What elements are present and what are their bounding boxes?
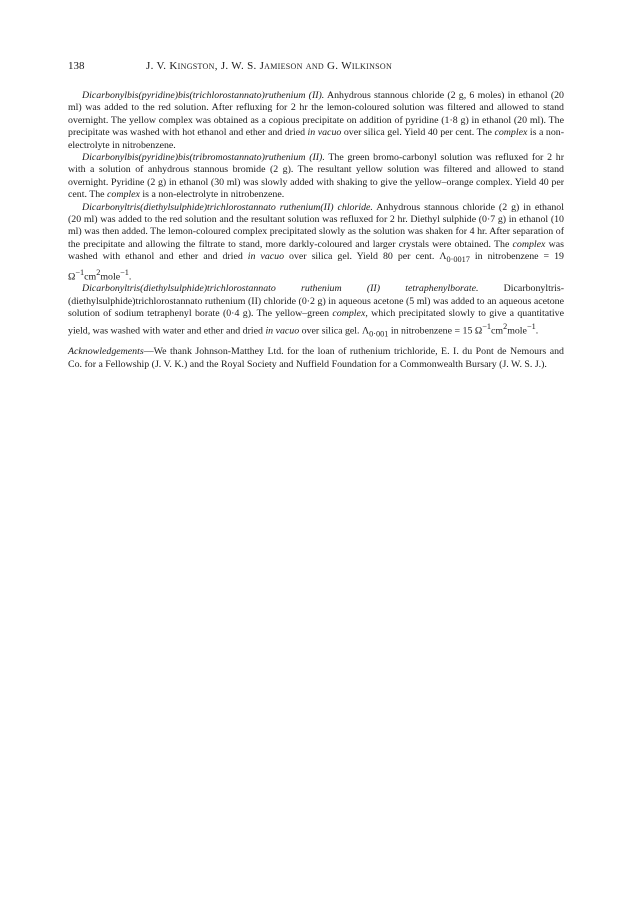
paragraph-dicarbonyl-bis-pyridine-bromo <box>68 152 564 202</box>
paragraph-text: cm <box>490 324 504 336</box>
paragraph-text: . <box>535 324 539 336</box>
italic-term: complex <box>494 127 528 139</box>
paragraph-text: over silica gel. Yield 80 per cent. Λ <box>284 251 447 263</box>
compound-title: Dicarbonyltris(diethylsulphide)trichlorostannato ruthenium (II) tetraphenylborate. <box>82 283 479 295</box>
italic-term: complex <box>512 238 546 250</box>
paragraph-dicarbonyl-bis-pyridine-chloro <box>68 90 564 152</box>
paragraph-text: over silica gel. Λ <box>299 324 370 336</box>
italic-term: complex, <box>332 308 368 320</box>
paragraph-text: cm <box>84 270 97 282</box>
italic-term: in vacuo <box>265 324 300 336</box>
paragraph-text: Dicarbonyltris-(diethylsulphide)trichlorostannato ruthenium (II) chloride (0·2 g) in aqueous acetone (5 ml) was added to an aqueous acetone solution of sodium tetraphenyl borate (0·4 g). The yellow–green <box>68 283 564 320</box>
acknowledgements <box>68 346 564 371</box>
paragraph-tris-diethylsulphide-chloride <box>68 202 564 284</box>
paragraph-text: mole <box>507 324 527 336</box>
lambda-subscript: 0·001 <box>369 328 389 338</box>
unit-superscript: 2 <box>503 321 508 331</box>
running-head <box>68 60 564 76</box>
compound-title: Dicarbonylbis(pyridine)bis(trichlorostannato)ruthenium (II). <box>82 90 325 101</box>
paragraph-text: The green bromo-carbonyl solution was refluxed for 2 hr with a solution of anhydrous stannous bromide (2 g). The resultant yellow solution was filtered and allowed to stand overnight. Pyridine (2 g) in ethanol (30 ml) was slowly added with shaking to give the yellow–orange complex. Yield 40 per cent. The <box>68 152 565 201</box>
paragraph-text: is a non-electrolyte in nitrobenzene. <box>139 189 285 201</box>
lambda-subscript: 0·0017 <box>446 255 470 265</box>
paragraph-text: mole <box>100 270 121 282</box>
journal-page <box>68 60 564 371</box>
acknowledgements-title: Acknowledgements <box>68 346 144 358</box>
unit-superscript: −1 <box>526 321 536 331</box>
paragraph-text: was washed with ethanol and ether and dried <box>68 238 564 263</box>
unit-superscript: −1 <box>120 267 129 277</box>
unit-superscript: 2 <box>96 267 101 277</box>
page-number: 138 <box>68 60 85 72</box>
italic-term: in vacuo <box>307 127 342 139</box>
compound-title: Dicarbonyltris(diethylsulphide)trichlorostannato ruthenium(II) chloride. <box>82 201 373 213</box>
compound-title: Dicarbonylbis(pyridine)bis(tribromostannato)ruthenium (II). <box>82 152 325 164</box>
paragraph-text: which precipitated slowly to give a quantitative yield, was washed with water and ether and dried <box>68 308 564 336</box>
running-head-authors: J. V. Kingston, J. W. S. Jamieson and G. Wilkinson <box>146 60 393 72</box>
body-text <box>68 90 564 371</box>
unit-superscript: −1 <box>75 267 85 277</box>
paragraph-text: Anhydrous stannous chloride (2 g, 6 moles) in ethanol (20 ml) was added to the red solution. After refluxing for 2 hr the lemon-coloured solution was filtered and allowed to stand overnight. The yellow complex was obtained as a copious precipitate on addition of pyridine (1·8 g) in ethanol (20 ml). The precipitate was washed with hot ethanol and ether and dried <box>68 90 564 139</box>
unit-superscript: −1 <box>482 321 491 331</box>
paragraph-text: is a non-electrolyte in nitrobenzene. <box>68 127 564 151</box>
paragraph-text: . <box>128 270 132 282</box>
paragraph-text: Anhydrous stannous chloride (2 g) in ethanol (20 ml) was added to the red solution and the resultant solution was refluxed for 2 hr. Diethyl sulphide (0·7 g) in ethanol (10 ml) was then added. The lemon-coloured complex precipitated slowly as the solution was shaken for 4 hr. After separation of the precipitate and allowing the filtrate to stand, more darkly-coloured and larger crystals were obtained. The <box>68 201 564 250</box>
italic-term: complex <box>107 189 140 201</box>
paragraph-text: over silica gel. Yield 40 per cent. The <box>341 127 495 139</box>
italic-term: in vacuo <box>247 251 285 263</box>
paragraph-text: in nitrobenzene = 15 Ω <box>388 324 483 336</box>
paragraph-tris-diethylsulphide-tetraphenylborate <box>68 283 564 340</box>
acknowledgements-text: —We thank Johnson-Matthey Ltd. for the loan of ruthenium trichloride, E. I. du Pont de Nemours and Co. for a Fellowship (J. V. K.) and the Royal Society and Nuffield Foundation for a Commonwealth Bursary (J. W. S. J.). <box>68 346 564 370</box>
paragraph-text: in nitrobenzene = 19 Ω <box>68 251 564 282</box>
